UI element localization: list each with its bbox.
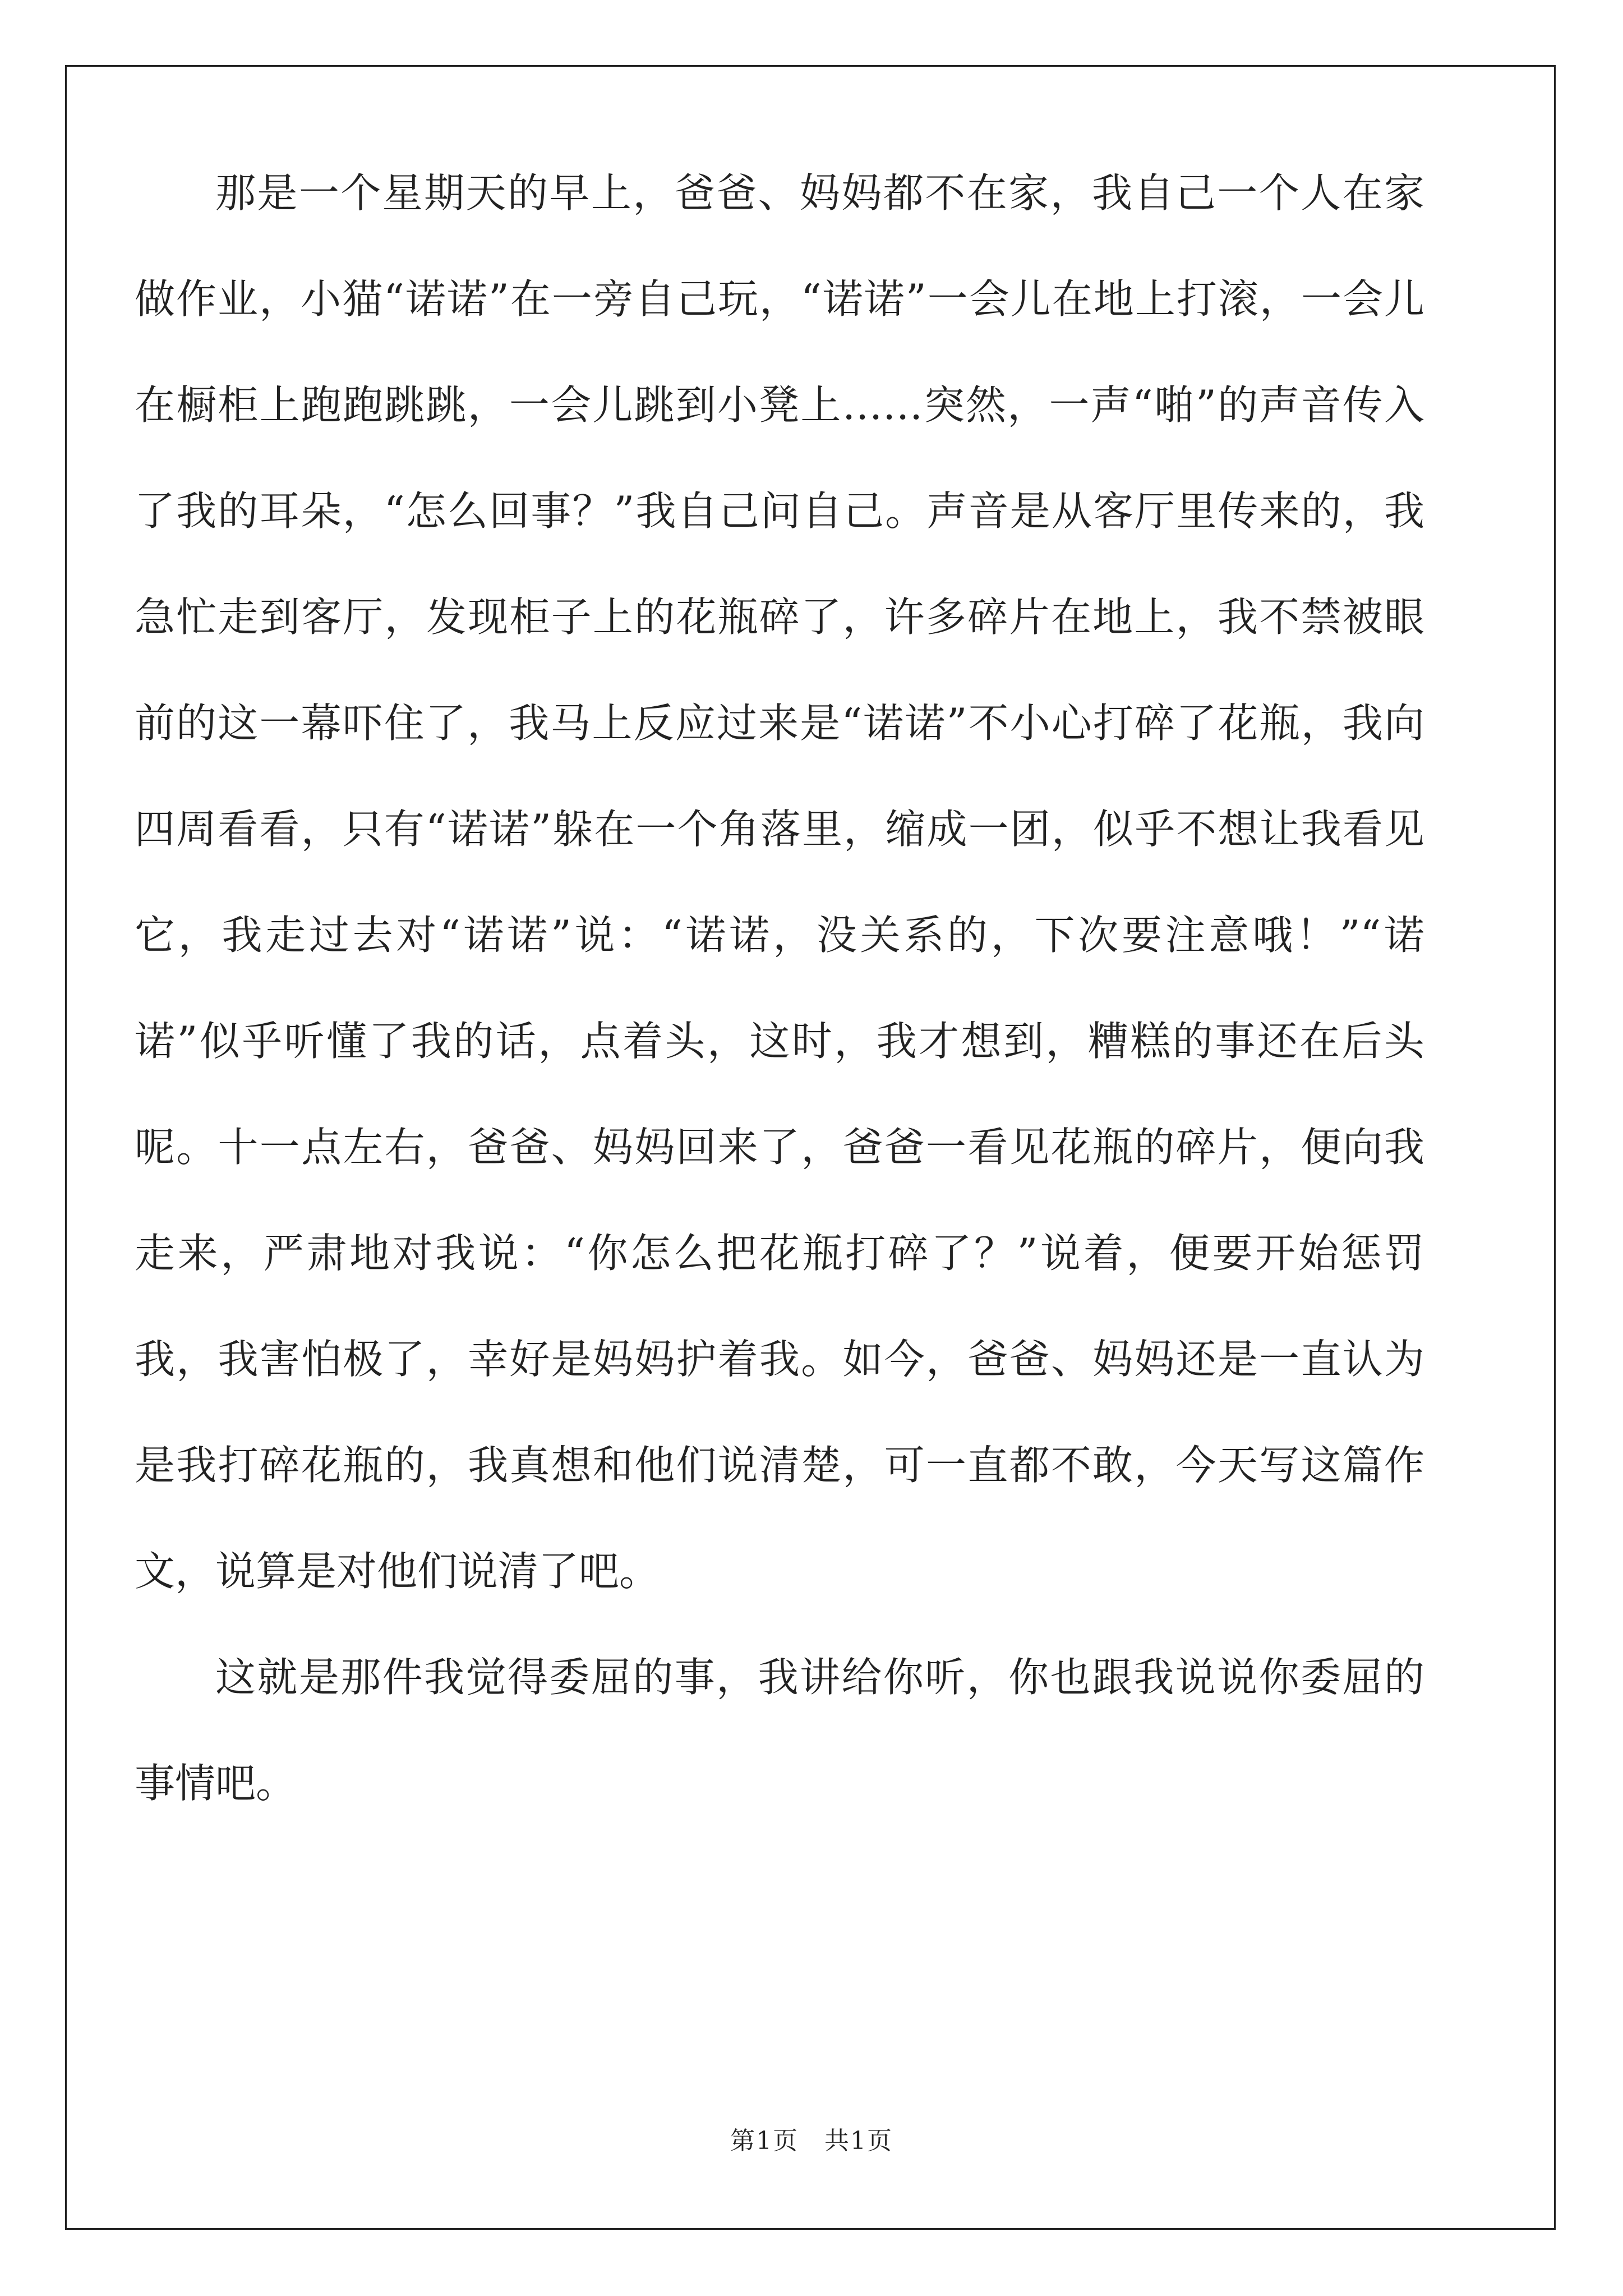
paragraph-1: 那是一个星期天的早上，爸爸、妈妈都不在家，我自己一个人在家做作业，小猫“诺诺”在一旁自己玩，“诺诺”一会儿在地上打滚，一会儿在橱柜上跑跑跳跳，一会儿跳到小凳上……突然，一声“啪”的声音传入了我的耳朵，“怎么回事？”我自己问自己。声音是从客厅里传来的，我急忙走到客厅，发现柜子上的花瓶碎了，许多碎片在地上，我不禁被眼前的这一幕吓住了，我马上反应过来是“诺诺”不小心打碎了花瓶，我向四周看看，只有“诺诺”躲在一个角落里，缩成一团，似乎不想让我看见它，我走过去对“诺诺”说：“诺诺，没关系的，下次要注意哦！”“诺诺”似乎听懂了我的话，点着头，这时，我才想到，糟糕的事还在后头呢。十一点左右，爸爸、妈妈回来了，爸爸一看见花瓶的碎片，便向我走来，严肃地对我说：“你怎么把花瓶打碎了？”说着，便要开始惩罚我，我害怕极了，幸好是妈妈护着我。如今，爸爸、妈妈还是一直认为是我打碎花瓶的，我真想和他们说清楚，可一直都不敢，今天写这篇作文，说算是对他们说清了吧。: [135, 169, 1424, 1595]
page-footer: 第1页 共1页: [730, 2127, 893, 2155]
document-body: [135, 140, 1424, 1991]
paragraph-2: 这就是那件我觉得委屈的事，我讲给你听，你也跟我说说你委屈的事情吧。: [135, 1654, 1424, 1807]
